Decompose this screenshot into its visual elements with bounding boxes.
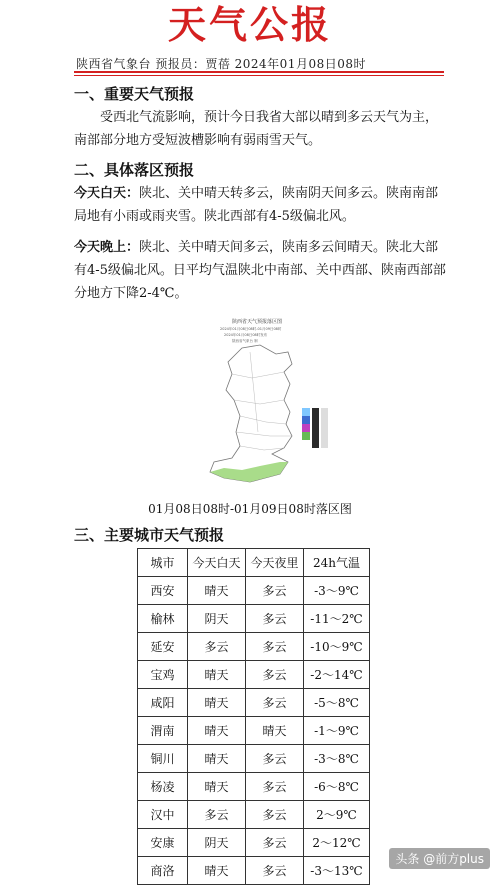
table-row	[138, 857, 370, 885]
day-weather-cell: 晴天	[188, 857, 246, 885]
day-weather-cell: 晴天	[188, 689, 246, 717]
city-cell: 延安	[138, 633, 188, 661]
shaanxi-province-outline	[210, 345, 292, 482]
header-day: 今天白天	[188, 549, 246, 577]
table-row	[138, 773, 370, 801]
header-rule-thin	[74, 75, 444, 76]
daytime-forecast	[74, 182, 446, 228]
night-weather-cell: 晴天	[246, 717, 304, 745]
header-temp: 24h气温	[304, 549, 370, 577]
temp-cell: -6～8℃	[304, 773, 370, 801]
city-cell: 榆林	[138, 605, 188, 633]
header-night: 今天夜里	[246, 549, 304, 577]
map-legend	[302, 408, 328, 448]
forecast-map	[180, 312, 350, 492]
temp-cell: -5～8℃	[304, 689, 370, 717]
temp-cell: -3～9℃	[304, 577, 370, 605]
city-forecast-table	[137, 548, 370, 885]
temp-cell: -1～9℃	[304, 717, 370, 745]
night-label: 今天晚上：	[74, 240, 140, 255]
table-row	[138, 577, 370, 605]
city-cell: 铜川	[138, 745, 188, 773]
map-title: 陕西省天气预报落区图	[232, 319, 283, 325]
table-row	[138, 829, 370, 857]
bulletin-title: 天气公报	[167, 3, 332, 47]
temp-cell: -10～9℃	[304, 633, 370, 661]
night-weather-cell: 多云	[246, 801, 304, 829]
temp-cell: 2～12℃	[304, 829, 370, 857]
day-weather-cell: 晴天	[188, 577, 246, 605]
day-weather-cell: 多云	[188, 801, 246, 829]
day-weather-cell: 多云	[188, 633, 246, 661]
city-cell: 宝鸡	[138, 661, 188, 689]
day-weather-cell: 晴天	[188, 661, 246, 689]
table-row	[138, 633, 370, 661]
table-row	[138, 717, 370, 745]
night-text: 陕北、关中晴天间多云，陕南多云间晴天。陕北大部有4-5级偏北风。日平均气温陕北中南部、关中西部、陕南西部部分地方下降2-4℃。	[74, 240, 446, 301]
day-weather-cell: 晴天	[188, 745, 246, 773]
table-row	[138, 605, 370, 633]
table-row	[138, 661, 370, 689]
section-heading-important: 一、重要天气预报	[74, 85, 195, 103]
city-cell: 西安	[138, 577, 188, 605]
daytime-text: 陕北、关中晴天转多云，陕南阴天间多云。陕南南部局地有小雨或雨夹雪。陕北西部有4-5级偏北风。	[74, 186, 439, 224]
city-cell: 杨凌	[138, 773, 188, 801]
temp-cell: -2～14℃	[304, 661, 370, 689]
night-weather-cell: 多云	[246, 857, 304, 885]
night-weather-cell: 多云	[246, 661, 304, 689]
table-header-row	[138, 549, 370, 577]
watermark: 头条 @前方plus	[389, 848, 490, 869]
table-row	[138, 801, 370, 829]
section-heading-cities: 三、主要城市天气预报	[74, 526, 225, 544]
night-weather-cell: 多云	[246, 605, 304, 633]
section-heading-detail: 二、具体落区预报	[74, 161, 195, 179]
map-caption: 01月08日08时-01月09日08时落区图	[148, 502, 352, 516]
table-row	[138, 745, 370, 773]
bulletin-meta: 陕西省气象台 预报员：贾蓓 2024年01月08日08时	[76, 57, 366, 71]
city-cell: 渭南	[138, 717, 188, 745]
map-subtitle-1: 2024年01月08日08时-01月09日08时	[220, 327, 282, 331]
header-city: 城市	[138, 549, 188, 577]
city-cell: 安康	[138, 829, 188, 857]
city-cell: 汉中	[138, 801, 188, 829]
day-weather-cell: 阴天	[188, 605, 246, 633]
header-rule	[74, 71, 444, 73]
map-subtitle-2: 2024年01月08日08时发布	[224, 333, 268, 337]
day-weather-cell: 晴天	[188, 717, 246, 745]
night-weather-cell: 多云	[246, 633, 304, 661]
temp-cell: -3～13℃	[304, 857, 370, 885]
night-weather-cell: 多云	[246, 745, 304, 773]
night-weather-cell: 多云	[246, 689, 304, 717]
temp-cell: 2～9℃	[304, 801, 370, 829]
table-row	[138, 689, 370, 717]
day-weather-cell: 晴天	[188, 773, 246, 801]
city-cell: 商洛	[138, 857, 188, 885]
day-weather-cell: 阴天	[188, 829, 246, 857]
daytime-label: 今天白天：	[74, 186, 140, 201]
night-forecast	[74, 236, 446, 305]
temp-cell: -11～2℃	[304, 605, 370, 633]
important-forecast-text: 受西北气流影响，预计今日我省大部以晴到多云天气为主，南部部分地方受短波槽影响有弱雨雪天气。	[74, 110, 439, 148]
night-weather-cell: 多云	[246, 829, 304, 857]
temp-cell: -3～8℃	[304, 745, 370, 773]
night-weather-cell: 多云	[246, 773, 304, 801]
city-cell: 咸阳	[138, 689, 188, 717]
night-weather-cell: 多云	[246, 577, 304, 605]
map-subtitle-3: 陕西省气象台 制	[232, 339, 258, 343]
